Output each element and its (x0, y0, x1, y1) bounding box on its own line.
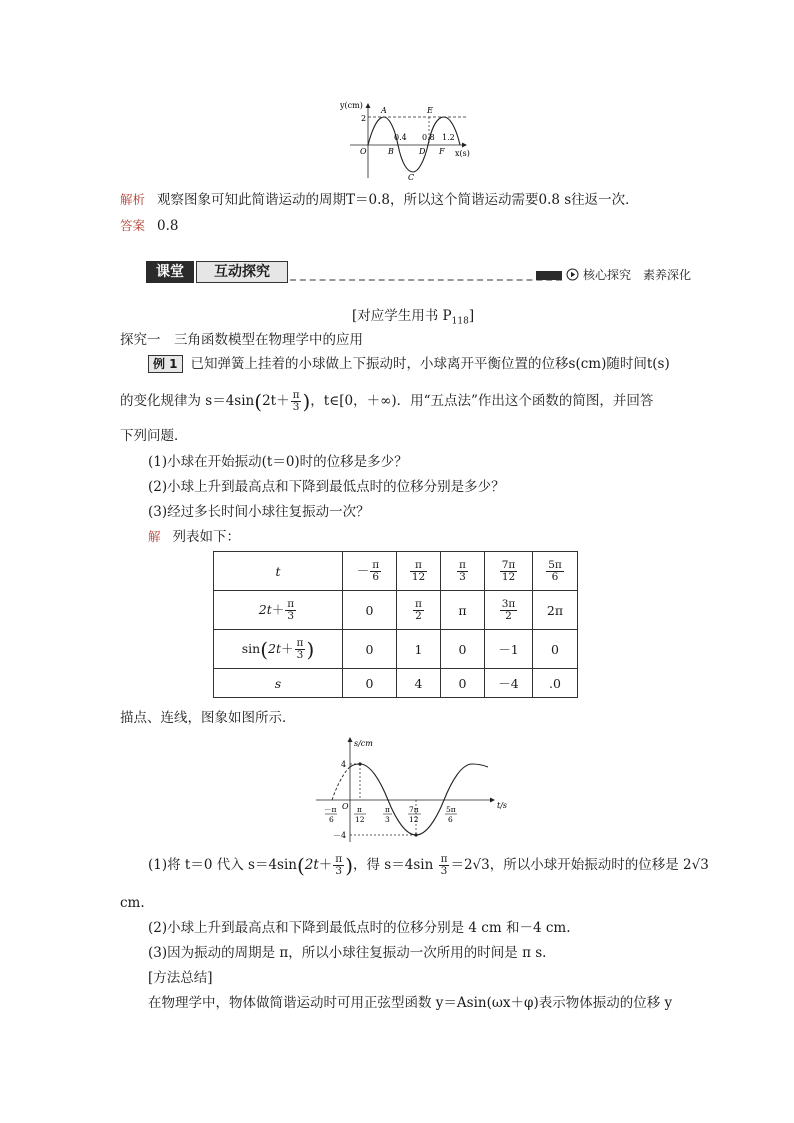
example-text-1: 已知弹簧上挂着的小球做上下振动时，小球离开平衡位置的位移s(cm)随时间t(s) (190, 356, 670, 372)
table-row (214, 669, 578, 698)
graph2-y-arrow (348, 737, 353, 742)
graph1-tick-0: 0.4 (394, 133, 407, 142)
answer-value: 0.8 (157, 218, 179, 234)
answer-label: 答案 (120, 218, 146, 233)
analysis-label: 解析 (120, 192, 146, 207)
ref-text: [对应学生用书 P (352, 308, 452, 324)
graph2-x-arrow (490, 798, 495, 803)
answer-1-c: ＝2√3，所以小球开始振动时的位移是 2√3 (450, 857, 709, 873)
banner-rule-block (536, 271, 562, 280)
banner-tag-explore: 互动探究 (196, 261, 288, 283)
answer-line (120, 216, 179, 236)
row-head-s: s (214, 669, 343, 698)
example-text-2c: ，t∈[0，＋∞)．用“五点法”作出这个函数的简图，并回答 (310, 393, 654, 409)
table-cell: －4 (485, 669, 533, 698)
table-cell: $\frac{\pi}{3}$ (441, 552, 485, 591)
graph2-x-label: t/s (497, 801, 508, 810)
solution-label: 解 (148, 529, 161, 544)
svg-text:－π: －π (324, 805, 337, 814)
play-circle-icon (566, 268, 579, 286)
graph2-xtick-5pi6 (445, 805, 457, 824)
graph1-curve (368, 117, 460, 172)
graph1-point-b: B (388, 147, 394, 156)
student-book-ref (352, 306, 474, 332)
pi-over-3: $\frac{\pi}{3}$ (292, 389, 300, 413)
graph1-point-f: F (439, 147, 445, 156)
question-3: (3)经过多长时间小球往复振动一次？ (148, 504, 370, 520)
svg-text:π: π (357, 805, 362, 814)
table-cell: 2π (533, 591, 578, 630)
graph1-amp: 2 (361, 114, 367, 123)
row-head-sin: sin(2t＋ $\frac{\pi}{3}$ ) (214, 630, 343, 669)
graph1-point-d: D (419, 147, 426, 156)
table-cell: 1 (397, 630, 441, 669)
banner-tag-classroom: 课堂 (146, 261, 194, 283)
sine-graph-top (338, 100, 484, 182)
table-cell: 0 (343, 669, 397, 698)
graph1-x-label: x(s) (455, 149, 470, 158)
graph1-tick-1: 0.8 (422, 133, 435, 142)
svg-text:π: π (385, 805, 390, 814)
graph1-point-a: A (381, 106, 387, 115)
graph2-origin: O (342, 802, 349, 811)
ref-page: 118 (451, 316, 469, 327)
svg-text:6: 6 (329, 815, 334, 824)
answer-1-b: ，得 s＝4sin (353, 857, 438, 873)
method-text: 在物理学中，物体做简谐运动时可用正弦型函数 y＝Asin(ωx＋φ)表示物体振动的位移 y (148, 995, 673, 1011)
table-row (214, 630, 578, 669)
table-row (214, 552, 578, 591)
solution-intro (148, 527, 240, 547)
table-cell: － $\frac{\pi}{6}$ (343, 552, 397, 591)
analysis-line (120, 190, 639, 210)
ref-close: ] (468, 308, 475, 324)
question-2: (2)小球上升到最高点和下降到最低点时的位移分别是多少？ (148, 479, 505, 495)
graph2-xtick-7pi12 (408, 805, 421, 824)
table-cell: $\frac{5\pi}{6}$ (533, 552, 578, 591)
table-cell: .0 (533, 669, 578, 698)
example-text-2a: 的变化规律为 s＝4sin (120, 393, 255, 409)
banner-rule (290, 279, 562, 281)
plot-text: 描点、连线，图象如图所示． (120, 710, 296, 726)
example-text-2b: 2t＋ (262, 393, 290, 409)
graph1-x-arrow (462, 143, 467, 148)
table-cell: 0 (343, 591, 397, 630)
graph2-point-min (414, 833, 417, 836)
banner-right (566, 266, 691, 286)
svg-text:6: 6 (448, 815, 453, 824)
answer-1-line: (1)将 t＝0 代入 s＝4sin(2t＋ $\frac{\pi}{3}$ )，得 s＝4sin $\frac{\pi}{3}$ ＝2√3，所以小球开始振动时的位移是 2√3 (148, 853, 709, 878)
graph2-y-label: s/cm (354, 739, 373, 748)
graph1-origin: O (360, 147, 367, 156)
svg-text:3: 3 (385, 815, 390, 824)
graph1-point-c: C (408, 173, 415, 182)
sine-graph-bottom (308, 734, 518, 846)
example-line-1 (148, 354, 670, 374)
table-cell: $\frac{7\pi}{12}$ (485, 552, 533, 591)
table-cell: $\frac{\pi}{12}$ (397, 552, 441, 591)
example-line-3: 下列问题． (120, 428, 188, 444)
answer-3: (3)因为振动的周期是 π，所以小球往复振动一次所用的时间是 π s. (148, 945, 547, 961)
row-head-t: t (214, 552, 343, 591)
row-head-phase: 2t＋ $\frac{\pi}{3}$ (214, 591, 343, 630)
graph2-ytick-4: 4 (341, 760, 347, 769)
svg-text:5π: 5π (446, 805, 456, 814)
table-cell: －1 (485, 630, 533, 669)
graph2-xtick-pi12 (354, 805, 366, 824)
example-label: 例 1 (148, 355, 183, 373)
table-row (214, 591, 578, 630)
question-1: (1)小球在开始振动(t＝0)时的位移是多少？ (148, 454, 408, 470)
answer-2: (2)小球上升到最高点和下降到最低点时的位移分别是 4 cm 和－4 cm. (148, 920, 571, 936)
graph2-left-dash-curve (332, 767, 350, 800)
method-title: [方法总结] (148, 970, 213, 986)
answer-1-unit: cm. (120, 895, 145, 911)
table-cell: 0 (441, 669, 485, 698)
table-cell: $\frac{\pi}{2}$ (397, 591, 441, 630)
table-cell: π (441, 591, 485, 630)
value-table (213, 551, 578, 698)
svg-text:7π: 7π (409, 805, 419, 814)
answer-1-a: (1)将 t＝0 代入 s＝4sin (148, 857, 297, 873)
section-title: 探究一 三角函数模型在物理学中的应用 (120, 332, 363, 348)
graph2-xtick-neg-pi6 (324, 805, 337, 824)
analysis-text: 观察图象可知此简谐运动的周期T＝0.8，所以这个简谐运动需要0.8 s往返一次． (157, 192, 639, 208)
svg-text:12: 12 (355, 815, 365, 824)
graph2-ytick-neg4: －4 (333, 831, 347, 840)
graph2-xtick-pi3 (383, 805, 392, 824)
table-cell: $\frac{3\pi}{2}$ (485, 591, 533, 630)
graph1-y-label: y(cm) (340, 101, 363, 110)
graph2-point-max (358, 762, 361, 765)
solution-intro-text: 列表如下： (172, 529, 241, 545)
table-cell: 0 (343, 630, 397, 669)
banner-right-text: 核心探究 素养深化 (583, 268, 692, 282)
table-cell: 4 (397, 669, 441, 698)
svg-text:12: 12 (409, 815, 419, 824)
table-cell: 0 (533, 630, 578, 669)
table-cell: 0 (441, 630, 485, 669)
graph2-curve (350, 764, 488, 835)
graph1-y-arrow (366, 103, 371, 108)
example-line-2: 的变化规律为 s＝4sin(2t＋ $\frac{\pi}{3}$ )，t∈[0，＋∞)．用“五点法”作出这个函数的简图，并回答 (120, 389, 654, 414)
graph1-tick-2: 1.2 (442, 133, 455, 142)
graph1-point-e: E (427, 106, 433, 115)
